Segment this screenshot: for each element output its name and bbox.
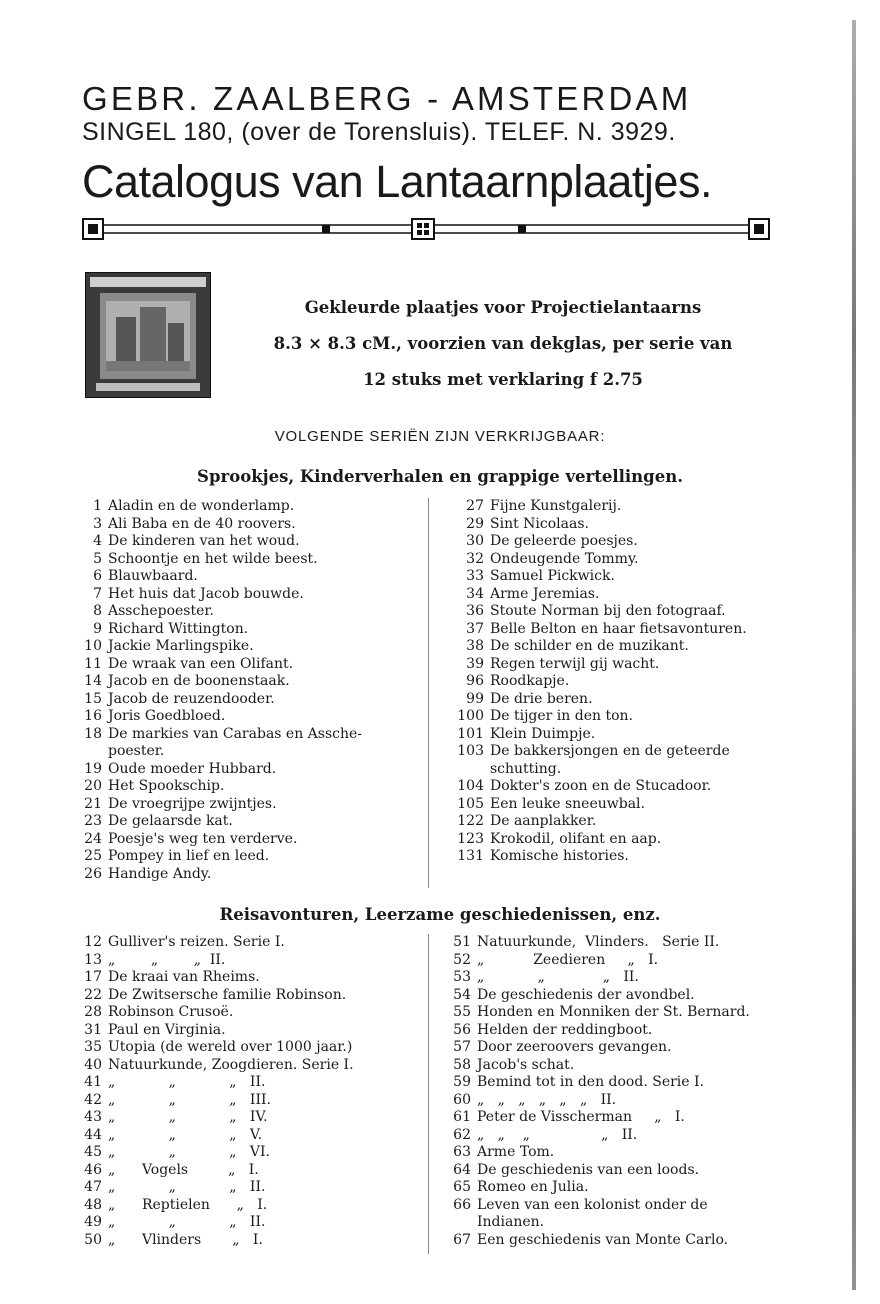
series-number: 40 <box>84 1056 102 1073</box>
series-number: 11 <box>84 655 102 672</box>
promo-text <box>232 290 774 398</box>
catalog-title: Catalogus van Lantaarnplaatjes. <box>82 156 712 207</box>
list-item <box>449 1232 779 1250</box>
series-title: Krokodil, olifant en aap. <box>490 830 662 847</box>
series-number: 43 <box>84 1109 102 1125</box>
series-number: 101 <box>457 725 484 742</box>
list-item <box>80 796 430 814</box>
scan-edge <box>852 20 856 1290</box>
series-number: 34 <box>466 585 484 602</box>
series-number: 1 <box>93 498 102 514</box>
series-title: Poesje's weg ten verderve. <box>108 830 298 847</box>
list-item <box>80 1039 430 1057</box>
list-item <box>456 638 786 656</box>
series-number: 104 <box>457 778 484 794</box>
list-item <box>80 866 430 884</box>
series-title: „ Vlinders „ I. <box>108 1231 263 1248</box>
series-title: Schoontje en het wilde beest. <box>108 550 318 567</box>
list-item <box>80 726 430 744</box>
list-item <box>456 761 786 779</box>
series-number: 22 <box>84 986 102 1003</box>
series-number: 12 <box>84 934 102 950</box>
list-item <box>456 498 786 516</box>
series-title: Joris Goedbloed. <box>108 708 226 724</box>
series-number: 42 <box>84 1091 102 1108</box>
series-title: Jacob de reuzendooder. <box>108 690 275 707</box>
promo-line-1: Gekleurde plaatjes voor Projectielantaarns <box>304 298 702 317</box>
series-number: 57 <box>453 1039 471 1055</box>
series-number: 45 <box>84 1144 102 1160</box>
series-title: Arme Jeremias. <box>490 585 600 602</box>
series-number: 103 <box>457 743 484 759</box>
list-item <box>456 743 786 761</box>
series-number: 20 <box>84 778 102 794</box>
list-item <box>80 987 430 1005</box>
series-title: „ „ „ V. <box>108 1126 263 1143</box>
series-number: 27 <box>466 498 484 514</box>
series-number: 49 <box>84 1214 102 1230</box>
series-title: Helden der reddingboot. <box>477 1021 653 1038</box>
series-number: 14 <box>84 673 102 689</box>
list-item <box>449 952 779 970</box>
series-title: Asschepoester. <box>108 603 214 619</box>
series-number: 38 <box>466 638 484 654</box>
series-title: De wraak van een Olifant. <box>108 655 294 672</box>
series-title: De geleerde poesjes. <box>490 533 638 549</box>
series-title: Dokter's zoon en de Stucadoor. <box>490 778 712 794</box>
series-title: De geschiedenis van een loods. <box>477 1161 700 1178</box>
list-item <box>80 1074 430 1092</box>
series-number: 41 <box>84 1074 102 1090</box>
series-title: Door zeeroovers gevangen. <box>477 1039 672 1055</box>
series-title: Stoute Norman bij den fotograaf. <box>490 603 726 619</box>
list-item <box>449 1057 779 1075</box>
series-number: 66 <box>453 1196 471 1213</box>
company-name: GEBR. ZAALBERG - AMSTERDAM <box>82 80 692 117</box>
list-item <box>80 1092 430 1110</box>
list-item <box>80 743 430 761</box>
promo-line-3: 12 stuks met verklaring f 2.75 <box>363 370 643 389</box>
series-title: De aanplakker. <box>490 813 597 829</box>
series-number: 19 <box>84 760 102 777</box>
series-title: Peter de Visscherman „ I. <box>477 1109 685 1125</box>
series-title: „ „ „ III. <box>108 1091 271 1108</box>
series-title: schutting. <box>490 760 562 777</box>
series-title: „ Vogels „ I. <box>108 1161 259 1178</box>
series-title: Richard Wittington. <box>108 620 249 637</box>
section2-left-list <box>80 934 430 1249</box>
series-number: 58 <box>453 1056 471 1073</box>
series-number: 35 <box>84 1039 102 1055</box>
list-item <box>456 796 786 814</box>
list-item <box>456 516 786 534</box>
series-title: Klein Duimpje. <box>490 725 596 742</box>
list-item <box>80 656 430 674</box>
lantern-slide-photo-icon <box>85 272 211 398</box>
series-number: 30 <box>466 533 484 549</box>
series-title: poester. <box>108 743 165 759</box>
series-number: 31 <box>84 1021 102 1038</box>
series-title: Natuurkunde, Zoogdieren. Serie I. <box>108 1056 354 1073</box>
ornament-rule <box>82 214 772 244</box>
list-item <box>80 934 430 952</box>
list-item <box>80 813 430 831</box>
company-address: SINGEL 180, (over de Torensluis). TELEF. N. 3929. <box>82 118 676 146</box>
series-title: Het huis dat Jacob bouwde. <box>108 585 304 602</box>
series-title: Romeo en Julia. <box>477 1179 589 1195</box>
list-item <box>80 498 430 516</box>
section-title-fairytales: Sprookjes, Kinderverhalen en grappige vertellingen. <box>197 467 683 486</box>
series-number: 96 <box>466 673 484 689</box>
list-item <box>80 708 430 726</box>
list-item <box>456 691 786 709</box>
series-number: 9 <box>93 620 102 637</box>
series-number: 7 <box>93 585 102 602</box>
series-number: 39 <box>466 655 484 672</box>
list-item <box>449 1004 779 1022</box>
series-number: 123 <box>457 830 484 847</box>
list-item <box>80 969 430 987</box>
series-number: 64 <box>453 1161 471 1178</box>
series-title: „ „ „ II. <box>108 951 226 968</box>
series-title: Regen terwijl gij wacht. <box>490 655 660 672</box>
series-title: Oude moeder Hubbard. <box>108 760 277 777</box>
list-item <box>456 778 786 796</box>
list-item <box>80 761 430 779</box>
series-number: 62 <box>453 1126 471 1143</box>
series-title: Het Spookschip. <box>108 778 225 794</box>
list-item <box>80 952 430 970</box>
list-item <box>449 1179 779 1197</box>
column-divider <box>428 934 429 1254</box>
series-title: De kraai van Rheims. <box>108 969 260 985</box>
series-title: „ „ „ „ „ „ II. <box>477 1091 617 1108</box>
series-number: 55 <box>453 1004 471 1020</box>
series-number: 32 <box>466 550 484 567</box>
list-item <box>80 1162 430 1180</box>
section-title-travel: Reisavonturen, Leerzame geschiedenissen, enz. <box>219 905 661 924</box>
series-number: 48 <box>84 1196 102 1213</box>
series-title: „ „ „ VI. <box>108 1144 271 1160</box>
series-title: De drie beren. <box>490 690 593 707</box>
series-number: 10 <box>84 638 102 654</box>
series-number: 63 <box>453 1144 471 1160</box>
series-number: 56 <box>453 1021 471 1038</box>
series-title: „ „ „ II. <box>477 969 639 985</box>
series-number: 3 <box>93 515 102 532</box>
promo-line-2: 8.3 × 8.3 cM., voorzien van dekglas, per serie van <box>273 334 733 353</box>
list-item <box>80 568 430 586</box>
series-title: De schilder en de muzikant. <box>490 638 689 654</box>
series-number: 99 <box>466 690 484 707</box>
series-number: 131 <box>457 848 484 864</box>
series-title: Belle Belton en haar fietsavonturen. <box>490 620 747 637</box>
series-title: Gulliver's reizen. Serie I. <box>108 934 285 950</box>
series-number: 21 <box>84 795 102 812</box>
series-number: 46 <box>84 1161 102 1178</box>
series-title: De vroegrijpe zwijntjes. <box>108 795 277 812</box>
series-title: „ „ „ IV. <box>108 1109 268 1125</box>
series-title: De markies van Carabas en Assche- <box>108 725 363 742</box>
list-item <box>449 1074 779 1092</box>
list-item <box>80 1232 430 1250</box>
list-item <box>80 586 430 604</box>
series-title: „ Reptielen „ I. <box>108 1196 268 1213</box>
series-number: 4 <box>93 533 102 549</box>
series-number: 54 <box>453 986 471 1003</box>
series-number: 61 <box>453 1109 471 1125</box>
series-number: 28 <box>84 1004 102 1020</box>
series-title: Aladin en de wonderlamp. <box>108 498 295 514</box>
series-number: 33 <box>466 568 484 584</box>
series-number: 25 <box>84 848 102 864</box>
list-item <box>80 516 430 534</box>
series-number: 6 <box>93 568 102 584</box>
series-number: 51 <box>453 934 471 950</box>
series-title: Sint Nicolaas. <box>490 515 589 532</box>
series-number: 37 <box>466 620 484 637</box>
series-title: Bemind tot in den dood. Serie I. <box>477 1074 704 1090</box>
list-item <box>80 848 430 866</box>
series-title: „ Zeedieren „ I. <box>477 951 659 968</box>
list-item <box>80 1127 430 1145</box>
list-item <box>456 831 786 849</box>
series-title: Paul en Virginia. <box>108 1021 226 1038</box>
list-item <box>449 969 779 987</box>
available-heading: VOLGENDE SERIËN ZIJN VERKRIJGBAAR: <box>274 428 606 445</box>
series-number: 59 <box>453 1074 471 1090</box>
series-title: Robinson Crusoë. <box>108 1004 234 1020</box>
series-title: Ondeugende Tommy. <box>490 550 639 567</box>
list-item <box>456 656 786 674</box>
series-number: 60 <box>453 1091 471 1108</box>
list-item <box>456 551 786 569</box>
list-item <box>80 1109 430 1127</box>
list-item <box>80 621 430 639</box>
list-item <box>456 813 786 831</box>
list-item <box>80 691 430 709</box>
list-item <box>80 1214 430 1232</box>
series-number: 13 <box>84 951 102 968</box>
series-number: 50 <box>84 1231 102 1248</box>
list-item <box>80 778 430 796</box>
section1-right-list <box>456 498 786 866</box>
list-item <box>80 1057 430 1075</box>
series-title: De bakkersjongen en de geteerde <box>490 743 730 759</box>
list-item <box>80 1004 430 1022</box>
series-title: Fijne Kunstgalerij. <box>490 498 622 514</box>
series-title: Jacob en de boonenstaak. <box>108 673 290 689</box>
series-title: De tijger in den ton. <box>490 708 633 724</box>
list-item <box>456 673 786 691</box>
list-item <box>80 603 430 621</box>
series-title: Pompey in lief en leed. <box>108 848 270 864</box>
list-item <box>80 1179 430 1197</box>
list-item <box>449 1022 779 1040</box>
series-title: Indianen. <box>477 1214 545 1230</box>
list-item <box>456 621 786 639</box>
list-item <box>449 934 779 952</box>
list-item <box>456 533 786 551</box>
list-item <box>80 673 430 691</box>
series-title: Jacob's schat. <box>477 1056 575 1073</box>
series-title: De gelaarsde kat. <box>108 813 233 829</box>
list-item <box>456 708 786 726</box>
list-item <box>449 1162 779 1180</box>
column-divider <box>428 498 429 888</box>
series-title: Komische histories. <box>490 848 629 864</box>
list-item <box>449 1144 779 1162</box>
series-title: „ „ „ II. <box>108 1074 266 1090</box>
series-number: 8 <box>93 603 102 619</box>
series-number: 52 <box>453 951 471 968</box>
list-item <box>80 1197 430 1215</box>
section2-right-list <box>449 934 779 1249</box>
list-item <box>449 1039 779 1057</box>
list-item <box>80 1144 430 1162</box>
series-number: 24 <box>84 830 102 847</box>
series-title: Arme Tom. <box>477 1144 555 1160</box>
list-item <box>449 1109 779 1127</box>
series-number: 36 <box>466 603 484 619</box>
series-number: 122 <box>457 813 484 829</box>
series-title: Honden en Monniken der St. Bernard. <box>477 1004 750 1020</box>
series-title: „ „ „ II. <box>108 1214 266 1230</box>
series-number: 18 <box>84 725 102 742</box>
series-title: „ „ „ „ II. <box>477 1126 638 1143</box>
series-number: 26 <box>84 865 102 882</box>
list-item <box>449 1197 779 1215</box>
list-item <box>80 1022 430 1040</box>
series-number: 44 <box>84 1126 102 1143</box>
series-title: Ali Baba en de 40 roovers. <box>108 515 296 532</box>
list-item <box>456 848 786 866</box>
series-title: Handige Andy. <box>108 865 212 882</box>
series-number: 67 <box>453 1231 471 1248</box>
series-title: „ „ „ II. <box>108 1179 266 1195</box>
list-item <box>449 1214 779 1232</box>
series-number: 5 <box>93 550 102 567</box>
series-title: De Zwitsersche familie Robinson. <box>108 986 347 1003</box>
section1-left-list <box>80 498 430 883</box>
series-title: Utopia (de wereld over 1000 jaar.) <box>108 1039 353 1055</box>
series-number: 15 <box>84 690 102 707</box>
series-number: 65 <box>453 1179 471 1195</box>
list-item <box>449 1127 779 1145</box>
series-number: 100 <box>457 708 484 724</box>
series-title: Blauwbaard. <box>108 568 198 584</box>
list-item <box>456 726 786 744</box>
list-item <box>456 586 786 604</box>
list-item <box>80 831 430 849</box>
series-number: 17 <box>84 969 102 985</box>
series-number: 23 <box>84 813 102 829</box>
series-number: 105 <box>457 795 484 812</box>
series-number: 29 <box>466 515 484 532</box>
series-title: De kinderen van het woud. <box>108 533 300 549</box>
series-title: Roodkapje. <box>490 673 570 689</box>
list-item <box>449 1092 779 1110</box>
series-title: Een leuke sneeuwbal. <box>490 795 645 812</box>
series-title: De geschiedenis der avondbel. <box>477 986 695 1003</box>
series-number: 47 <box>84 1179 102 1195</box>
series-title: Jackie Marlingspike. <box>108 638 254 654</box>
series-title: Een geschiedenis van Monte Carlo. <box>477 1231 729 1248</box>
series-title: Leven van een kolonist onder de <box>477 1196 708 1213</box>
list-item <box>456 568 786 586</box>
list-item <box>80 638 430 656</box>
list-item <box>449 987 779 1005</box>
list-item <box>456 603 786 621</box>
series-title: Natuurkunde, Vlinders. Serie II. <box>477 934 720 950</box>
series-title: Samuel Pickwick. <box>490 568 615 584</box>
series-number: 16 <box>84 708 102 724</box>
series-number: 53 <box>453 969 471 985</box>
list-item <box>80 551 430 569</box>
list-item <box>80 533 430 551</box>
